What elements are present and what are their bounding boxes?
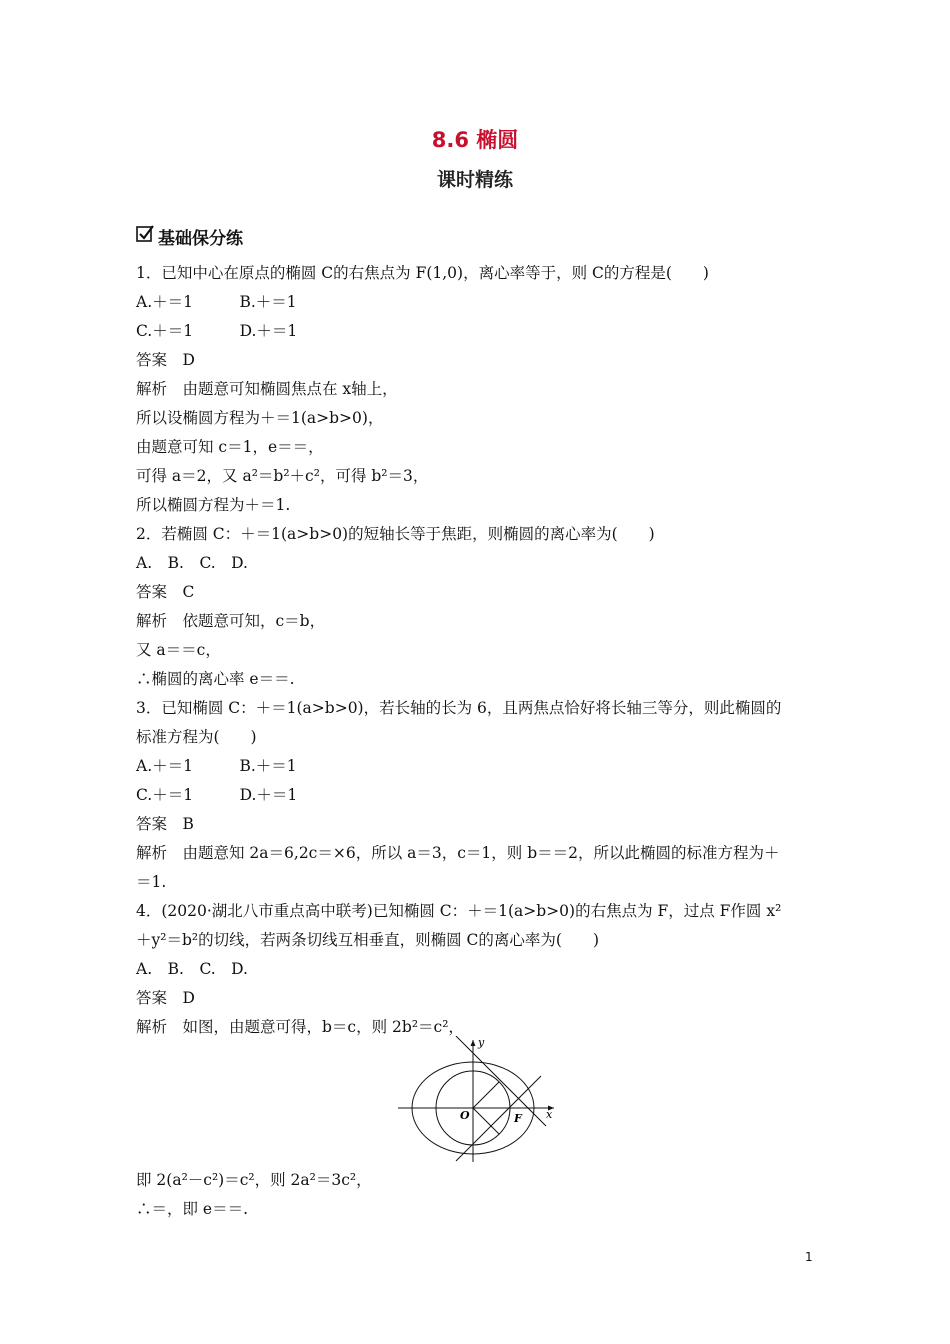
text-line: 3．已知椭圆 C：＋＝1(a>b>0)，若长轴的长为 6，且两焦点恰好将长轴三等分，则此椭圆的 bbox=[136, 699, 782, 717]
page-subtitle: 课时精练 bbox=[436, 169, 513, 191]
text-line: C.＋＝1 D.＋＝1 bbox=[136, 322, 298, 340]
text-line: 答案 D bbox=[136, 989, 195, 1007]
text-line: 由题意可知 c＝1，e＝＝， bbox=[136, 438, 324, 456]
text-line: 可得 a＝2，又 a²＝b²＋c²，可得 b²＝3， bbox=[136, 467, 429, 485]
origin-label: O bbox=[460, 1109, 470, 1122]
focus-label: F bbox=[514, 1112, 522, 1125]
text-line: A.＋＝1 B.＋＝1 bbox=[136, 757, 297, 775]
y-label: y bbox=[478, 1036, 485, 1049]
text-line: 即 2(a²－c²)＝c²，则 2a²＝3c²， bbox=[136, 1171, 372, 1189]
text-line: 解析 依题意可知，c＝b， bbox=[136, 612, 326, 630]
text-line: A. B. C. D. bbox=[136, 554, 248, 572]
text-line: ＋y²＝b²的切线，若两条切线互相垂直，则椭圆 C的离心率为( ) bbox=[136, 931, 599, 949]
text-line: ∴＝，即 e＝＝. bbox=[136, 1200, 249, 1218]
text-line: A. B. C. D. bbox=[136, 960, 248, 978]
text-line: 2．若椭圆 C：＋＝1(a>b>0)的短轴长等于焦距，则椭圆的离心率为( ) bbox=[136, 525, 655, 543]
text-line: 标准方程为( ) bbox=[136, 728, 257, 746]
text-line: 答案 D bbox=[136, 351, 195, 369]
text-line: 答案 B bbox=[136, 815, 194, 833]
section-heading bbox=[136, 224, 243, 249]
checkbox-icon bbox=[136, 225, 154, 248]
text-line: A.＋＝1 B.＋＝1 bbox=[136, 293, 297, 311]
text-line: ∴椭圆的离心率 e＝＝. bbox=[136, 670, 295, 688]
text-line: 所以设椭圆方程为＋＝1(a>b>0)， bbox=[136, 409, 384, 427]
text-line: 4．(2020·湖北八市重点高中联考)已知椭圆 C：＋＝1(a>b>0)的右焦点为 F，过点 F作圆 x² bbox=[136, 902, 782, 920]
text-line: 解析 如图，由题意可得，b＝c，则 2b²＝c²， bbox=[136, 1018, 464, 1036]
text-line: 1．已知中心在原点的椭圆 C的右焦点为 F(1,0)，离心率等于，则 C的方程是( ) bbox=[136, 264, 709, 282]
section-title: 基础保分练 bbox=[158, 229, 243, 249]
text-line: 解析 由题意可知椭圆焦点在 x轴上， bbox=[136, 380, 398, 398]
text-line: 答案 C bbox=[136, 583, 195, 601]
page-title: 8.6 椭圆 bbox=[431, 128, 519, 152]
x-label: x bbox=[546, 1108, 553, 1121]
text-line: ＝1. bbox=[136, 873, 167, 891]
text-line: C.＋＝1 D.＋＝1 bbox=[136, 786, 298, 804]
page-number: 1 bbox=[805, 1250, 813, 1264]
ellipse-figure bbox=[396, 1036, 566, 1168]
text-line: 所以椭圆方程为＋＝1. bbox=[136, 496, 291, 514]
text-line: 解析 由题意知 2a＝6,2c＝×6，所以 a＝3，c＝1，则 b＝＝2，所以此椭圆的标准方程为＋ bbox=[136, 844, 780, 862]
text-line: 又 a＝＝c， bbox=[136, 641, 221, 659]
